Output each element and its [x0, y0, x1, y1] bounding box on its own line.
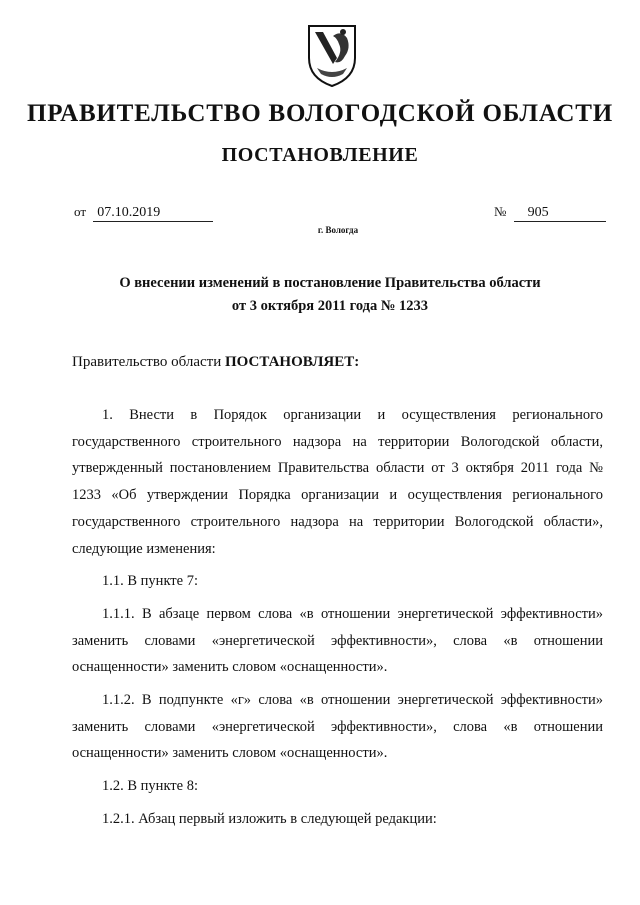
paragraph: 1.1.1. В абзаце первом слова «в отношении энергетической эффективности» заменить словами «энергетической эффективности», слова «в отношении оснащенности» заменить словом «оснащенности».	[72, 605, 603, 676]
subject-line-2: от 3 октября 2011 года № 1233	[231, 298, 429, 314]
document-subject	[80, 272, 580, 318]
intro-verb: ПОСТАНОВЛЯЕТ:	[224, 354, 360, 370]
decree-intro	[72, 354, 359, 371]
subject-line-1: О внесении изменений в постановление Правительства области	[119, 275, 541, 291]
date-label: от	[74, 204, 87, 219]
paragraph: 1.2. В пункте 8:	[102, 778, 198, 795]
paragraph: 1. Внести в Порядок организации и осуществления регионального государственного строительного надзора на территории Вологодской области, утвержденный постановлением Правительства области от 3 октября 2011 года № 1233 «Об утверждении Порядка организации и осуществления регионального государственного строительного надзора на территории Вологодской области», следующие изменения:	[72, 407, 603, 557]
coat-of-arms-emblem	[303, 18, 361, 90]
document-type: ПОСТАНОВЛЕНИЕ	[221, 144, 419, 166]
document-date	[74, 204, 213, 222]
city-label: г. Вологда	[317, 225, 359, 235]
paragraph: 1.1. В пункте 7:	[102, 573, 198, 590]
document-number	[494, 204, 606, 222]
document-body	[72, 402, 603, 839]
paragraph: 1.1.2. В подпункте «г» слова «в отношении энергетической эффективности» заменить словами «энергетической эффективности», слова «в отношении оснащенности» заменить словом «оснащенности».	[72, 692, 603, 762]
paragraph: 1.2.1. Абзац первый изложить в следующей редакции:	[102, 810, 437, 827]
number-label: №	[494, 204, 507, 219]
government-title: ПРАВИТЕЛЬСТВО ВОЛОГОДСКОЙ ОБЛАСТИ	[26, 100, 614, 127]
date-value: 07.10.2019	[93, 205, 213, 222]
intro-prefix: Правительство области	[72, 354, 225, 370]
number-value: 905	[514, 205, 606, 222]
